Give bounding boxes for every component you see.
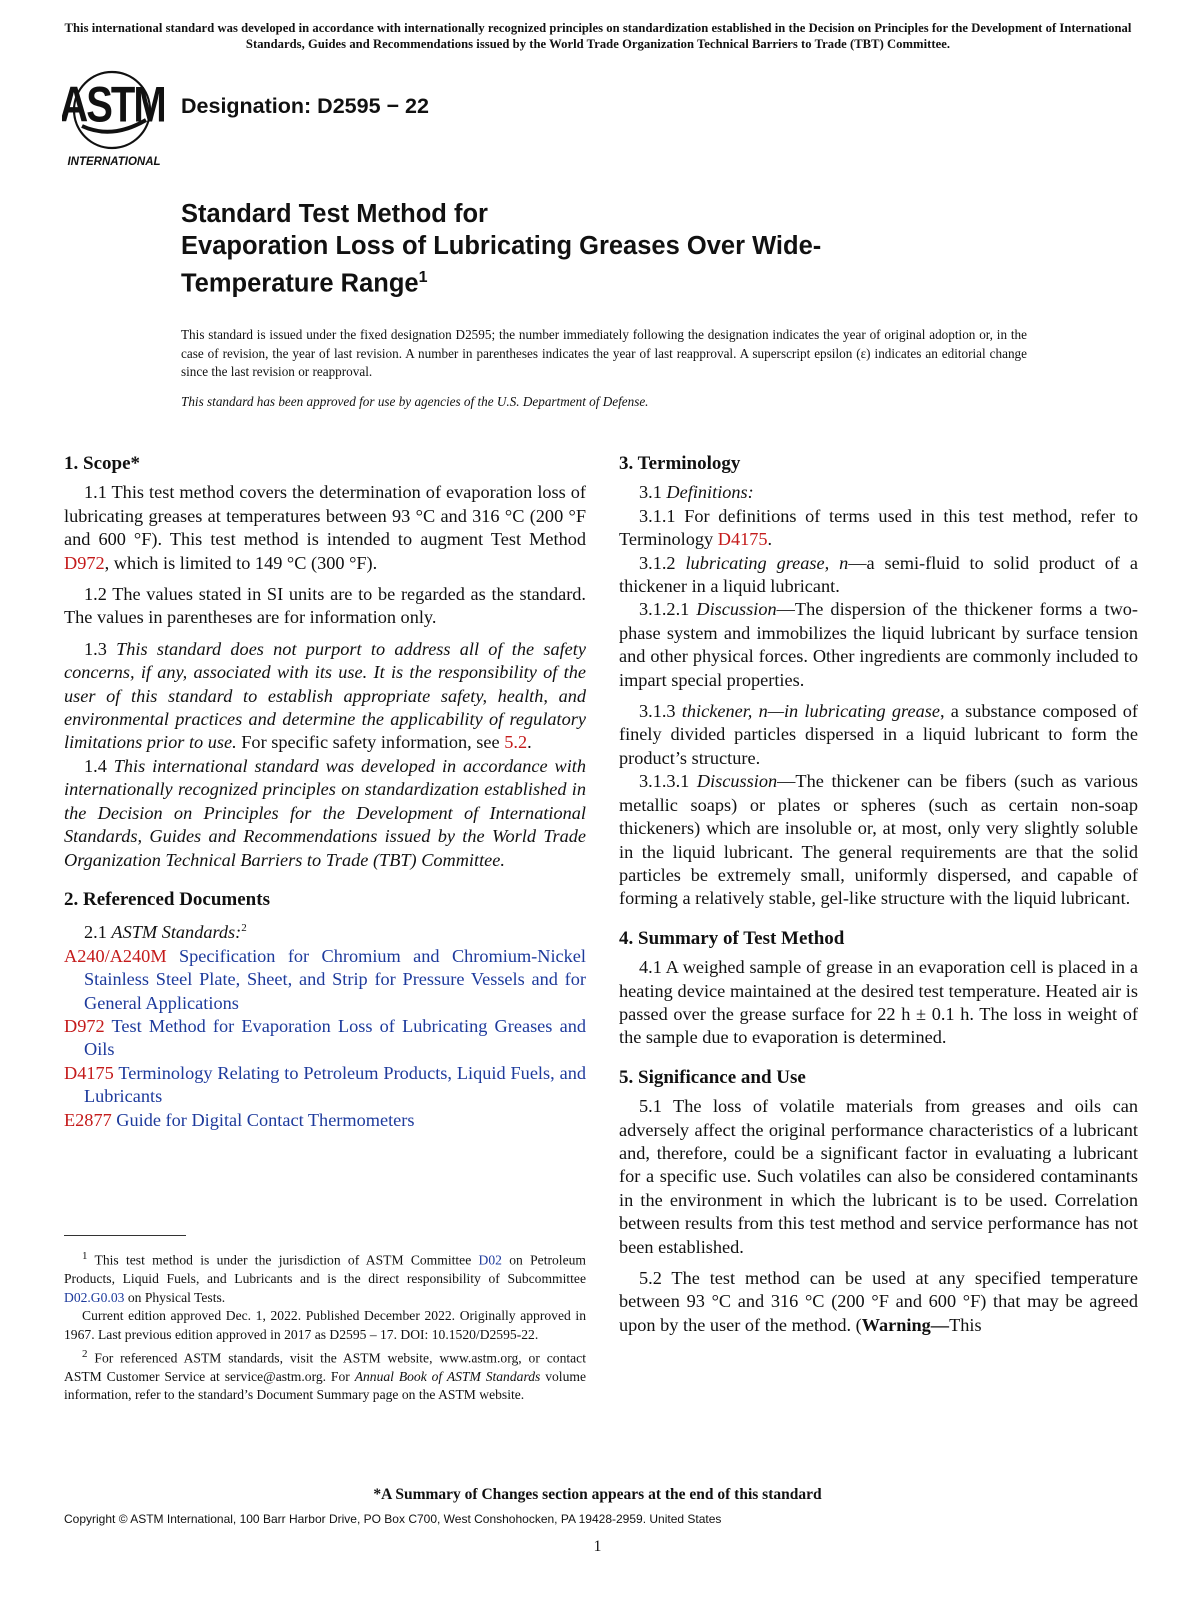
footnotes	[64, 1247, 586, 1405]
significance-heading: 5. Significance and Use	[619, 1066, 806, 1088]
significance-5-1: 5.1 The loss of volatile materials from greases and oils can adversely affect the original performance characteristics of a lubricant and, therefore, could be a significant factor in evaluating a lubricant for a specific use. Such volatiles can also be considered contaminants in the environment in which the lubricant is to be used. Correlation between results from this test method and service performance has not been established.	[619, 1096, 1138, 1257]
summary-of-changes-note: *A Summary of Changes section appears at the end of this standard	[373, 1486, 822, 1503]
summary-4-1: 4.1 A weighed sample of grease in an evaporation cell is placed in a heating device maintained at the desired test temperature. Heated air is passed over the grease surface for 22 h ± 0.1 h. The loss in weight of the sample due to evaporation is determined.	[619, 957, 1138, 1048]
ref-item[interactable]: E2877 Guide for Digital Contact Thermometers	[64, 1109, 415, 1130]
title-line-2: Evaporation Loss of Lubricating Greases Over Wide-	[181, 232, 822, 260]
link-d02-g0-03[interactable]: D02.G0.03	[64, 1289, 125, 1305]
term-3-1-1: 3.1.1 For definitions of terms used in this test method, refer to Terminology D4175.	[619, 505, 1138, 550]
link-d02[interactable]: D02	[478, 1252, 502, 1268]
scope-1-1: 1.1 This test method covers the determination of evaporation loss of lubricating greases at temperatures between 93 °C and 316 °C (200 °F and 600 °F). This test method is intended to augment Test Method D972, which is limited to 149 °C (300 °F).	[64, 482, 586, 573]
refdocs-heading: 2. Referenced Documents	[64, 888, 270, 910]
footnote-1-edition: Current edition approved Dec. 1, 2022. Published December 2022. Originally approved in 1967. Last previous edition approved in 2017 as D2595 – 17. DOI: 10.1520/D2595-22.	[64, 1308, 586, 1342]
terminology-heading: 3. Terminology	[619, 453, 741, 474]
term-3-1-2-1: 3.1.2.1 Discussion—The dispersion of the thickener forms a two-phase system and immobilizes the liquid lubricant by surface tension and other physical forces. Other ingredients are commonly included to impart special properties.	[619, 599, 1138, 690]
term-3-1-3-1: 3.1.3.1 Discussion—The thickener can be fibers (such as various metallic soaps) or plates or spheres (such as certain non-soap thickeners) which are insoluble or, at most, only very slightly soluble in the liquid lubricant. The general requirements are that the solid particles be extremely small, uniformly dispersed, and capable of forming a relatively stable, gel-like structure with the liquid lubricant.	[619, 771, 1138, 909]
significance-5-2: 5.2 The test method can be used at any specified temperature between 93 °C and 316 °C (200 °F and 600 °F) that may be agreed upon by the user of the method. (Warning—This	[619, 1268, 1138, 1335]
left-column	[64, 452, 586, 1132]
ref-item[interactable]: D972 Test Method for Evaporation Loss of Lubricating Greases and Oils	[64, 1016, 586, 1060]
copyright: Copyright © ASTM International, 100 Barr Harbor Drive, PO Box C700, West Conshohocken, PA 19428-2959. United States	[64, 1512, 722, 1526]
title-footnote-ref[interactable]: 1	[418, 269, 428, 286]
refdocs-2-1: 2.1 ASTM Standards:$^2$	[84, 922, 247, 943]
ref-item[interactable]: D4175 Terminology Relating to Petroleum Products, Liquid Fuels, and Lubricants	[64, 1062, 586, 1107]
right-column	[619, 452, 1138, 1337]
astm-logo	[62, 68, 168, 168]
term-3-1: 3.1 Definitions:	[639, 482, 754, 503]
logo-org-text: INTERNATIONAL	[67, 156, 161, 168]
scope-1-2: 1.2 The values stated in SI units are to be regarded as the standard. The values in parentheses are for information only.	[64, 584, 586, 628]
footnote-1: $^1$ This test method is under the jurisdiction of ASTM Committee D02 on Petroleum Products, Liquid Fuels, and Lubricants and is the direct responsibility of Subcommittee D02.G0.03 on Physical Tests.	[64, 1250, 586, 1305]
ref-item[interactable]: A240/A240M Specification for Chromium and Chromium-Nickel Stainless Steel Plate, Sheet, and Strip for Pressure Vessels and for General Applications	[64, 945, 586, 1013]
link-d972[interactable]: D972	[64, 552, 105, 573]
scope-1-3: 1.3 This standard does not purport to address all of the safety concerns, if any, associated with its use. It is the responsibility of the user of this standard to establish appropriate safety, health, and environmental practices and determine the applicability of regulatory limitations prior to use. For specific safety information, see 5.2.	[64, 638, 586, 753]
summary-heading: 4. Summary of Test Method	[619, 927, 845, 949]
term-3-1-2: 3.1.2 lubricating grease, n—a semi-fluid to solid product of a thickener in a liquid lubricant.	[619, 552, 1138, 597]
designation: Designation: D2595 − 22	[181, 94, 429, 118]
footnote-divider	[64, 1235, 186, 1236]
title-line-1: Standard Test Method for	[181, 200, 488, 228]
link-5-2[interactable]: 5.2	[504, 732, 528, 753]
scope-1-4: 1.4 This international standard was developed in accordance with internationally recognized principles on standardization established in the Decision on Principles for the Development of International Standards, Guides and Recommendations issued by the World Trade Organization Technical Barriers to Trade (TBT) Committee.	[64, 755, 587, 870]
svg-text:ASTM: ASTM	[62, 76, 165, 133]
dod-note: This standard has been approved for use by agencies of the U.S. Department of Defense.	[181, 394, 649, 409]
title-line-3: Temperature Range	[181, 269, 419, 298]
scope-heading: 1. Scope*	[64, 453, 140, 474]
term-3-1-3: 3.1.3 thickener, n—in lubricating grease, a substance composed of finely divided particles dispersed in a liquid lubricant to form the product’s structure.	[619, 701, 1138, 768]
document-title	[181, 198, 1001, 300]
top-notice: This international standard was developed in accordance with internationally recognized principles on standardization established in the Decision on Principles for the Development of International Standards, Guides and Recommendations issued by the World Trade Organization Technical Barriers to Trade (TBT) Committee.	[64, 21, 1132, 51]
page-number: 1	[593, 1538, 602, 1555]
footnote-2: $^2$ For referenced ASTM standards, visit the ASTM website, www.astm.org, or contact ASTM Customer Service at service@astm.org. For Annual Book of ASTM Standards volume information, refer to the standard’s Document Summary page on the ASTM website.	[64, 1347, 586, 1403]
preamble: This standard is issued under the fixed designation D2595; the number immediately following the designation indicates the year of original adoption or, in the case of revision, the year of last revision. A number in parentheses indicates the year of last reapproval. A superscript epsilon (ε) indicates an editorial change since the last revision or reapproval.	[181, 327, 1027, 379]
link-d4175[interactable]: D4175	[717, 529, 768, 550]
